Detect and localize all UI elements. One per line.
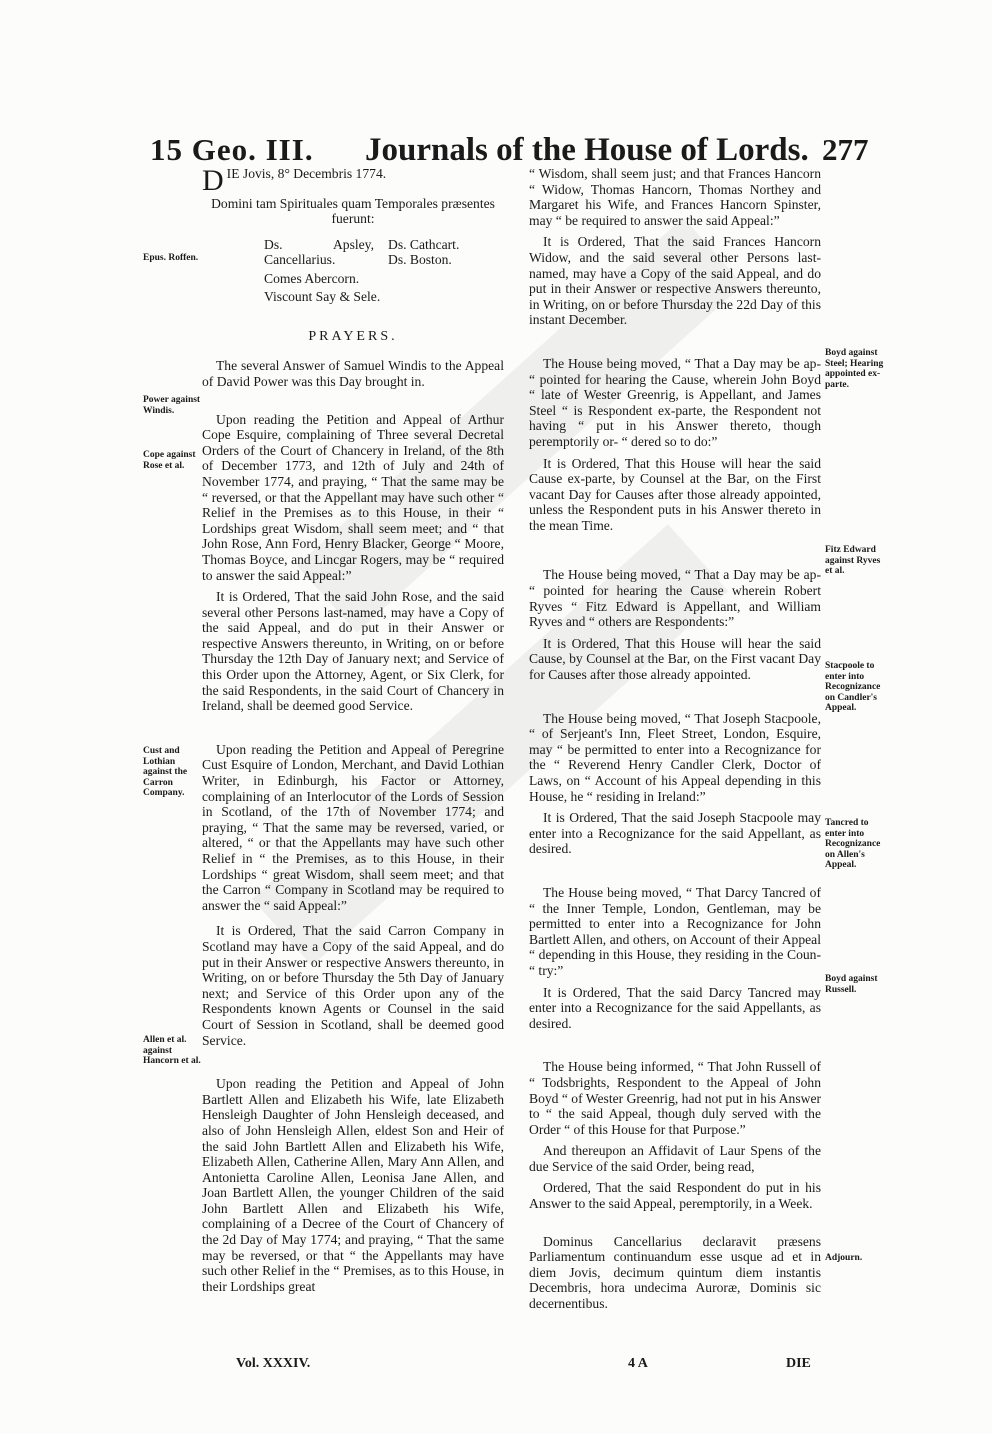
tancred-motion: The House being moved, “ That Darcy Tancred of “ the Inner Temple, London, Gentleman, may be permitted to enter into a Recognizance for John Bartlett Allen, and others, on Account of their Appeal “ depending in this House, they residing in the Coun- “ try:” xyxy=(529,884,821,978)
journal-title-header: Journals of the House of Lords. xyxy=(365,132,809,168)
margin-note-fitz: Fitz Edward against Ryves et al. xyxy=(825,545,881,576)
date-heading xyxy=(202,164,504,197)
lord-abercorn: Comes Abercorn. xyxy=(264,270,360,286)
prayers-heading: PRAYERS. xyxy=(308,328,398,344)
margin-note-allen: Allen et al. against Hancorn et al. xyxy=(143,1035,201,1066)
lord-apsley: Ds. Apsley, Cancellarius. xyxy=(264,236,374,268)
russell-order: Ordered, That the said Respondent do put in his Answer to the said Appeal, peremptorily, in a Week. xyxy=(529,1180,821,1212)
domini-line: Domini tam Spirituales quam Temporales præsentes fuerunt: xyxy=(211,195,495,227)
margin-note-power: Power against Windis. xyxy=(143,395,201,416)
adjournment: Dominus Cancellarius declaravit præsens Parliamentum continuandum esse usque ad et in diem Jovis, decimum quintum diem instantis Decembris, hora undecima Auroræ, Dominis sic decernentibus. xyxy=(529,1233,821,1312)
margin-note-cope: Cope against Rose et al. xyxy=(143,450,196,471)
fitz-edward-order: It is Ordered, That this House will hear the said Cause, by Counsel at the Bar, on the First vacant Day for Causes after those already appointed. xyxy=(529,635,821,683)
allen-continuation: “ Wisdom, shall seem just; and that Frances Hancorn “ Widow, Thomas Hancorn, Thomas Northey and Margaret his Wife, and Frances Hancorn Spinster, may “ be required to answer the said Appeal:” xyxy=(529,166,821,228)
cope-petition: Upon reading the Petition and Appeal of Arthur Cope Esquire, complaining of Three several Decretal Orders of the Court of Chancery in Ireland, of the 8th of December 1773, and 12th of July and 24th of November 1774, and praying, “ That the same may be “ reversed, or that the Appellant may have such other “ Relief in the Premises as to this House, in their “ Lordships great Wisdom, shall seem meet; and “ that John Rose, Ann Ford, Henry Blacker, George “ Moore, Thomas Boyce, and Lincgar Rogers, may be “ required to answer the said Appeal:” xyxy=(202,411,504,583)
regnal-year-header: 15 Geo. III. xyxy=(150,132,314,167)
drop-cap: D xyxy=(202,164,224,197)
margin-note-adjourn: Adjourn. xyxy=(825,1253,863,1263)
boyd-order: It is Ordered, That this House will hear the said Cause ex-parte, by Counsel at the Bar, on the First vacant Day for Causes after those already appointed, unless the Respondent puts in his Answer thereto in the mean Time. xyxy=(529,455,821,533)
hancorn-order: It is Ordered, That the said Frances Hancorn Widow, and the said several other Persons last-named, may have a Copy of the said Appeal, and do put in their Answer or respective Answers thereunto, in Writing, on or before Thursday the 22d Day of this instant December. xyxy=(529,234,821,328)
stacpoole-motion: The House being moved, “ That Joseph Stacpoole, “ of Serjeant's Inn, Fleet Street, London, Esquire, may “ be permitted to enter into a Recognizance for the “ Reverend Henry Candler Clerk, Doctor of Laws, on “ Account of his Appeal depending in this House, he “ residing in Ireland:” xyxy=(529,710,821,804)
lord-cathcart: Ds. Cathcart. xyxy=(388,236,460,252)
page-number: 277 xyxy=(822,132,869,167)
russell-information: The House being informed, “ That John Russell of “ Todsbrights, Respondent to the Appeal of John Boyd “ of Wester Greenrig, had not put in his Answer to “ the said Appeal, though duly served with the Order “ of this House for that Purpose.” xyxy=(529,1059,821,1137)
margin-note-epus: Epus. Roffen. xyxy=(143,253,199,263)
tancred-order: It is Ordered, That the said Darcy Tancred may enter into a Recognizance for the said Appellants, as desired. xyxy=(529,984,821,1031)
cope-order: It is Ordered, That the said John Rose, and the said several other Persons last-named, may have a Copy of the said Appeal, and do put in their Answer or respective Answers thereunto, in Writing, on or before Thursday the 12th Day of January next; and Service of this Order upon the Attorney, Agent, or Six Clerk, for the said Respondents, in the said Court of Chancery in Ireland, shall be deemed good Service. xyxy=(202,589,504,714)
signature-mark: 4 A xyxy=(628,1356,648,1371)
lords-present xyxy=(202,237,504,307)
margin-note-boyd: Boyd against Steel; Hearing appointed ex-parte. xyxy=(825,348,884,390)
lord-say-sele: Viscount Say & Sele. xyxy=(264,288,381,304)
margin-note-russell: Boyd against Russell. xyxy=(825,974,878,995)
cust-petition: Upon reading the Petition and Appeal of Peregrine Cust Esquire of London, Merchant, and David Lothian Writer, in Edinburgh, his Factor or Attorney, complaining of an Interlocutor of the Lords of Session in Scotland, of the 17th of November 1774; and praying, “ That the same may be reversed, varied, or altered, “ or that the Appellants may have such other Relief in “ the Premises, as to this House, in their Lordships “ great Wisdom, shall seem meet; and that the Carron “ Company in Scotland may be required to answer the “ said Appeal:” xyxy=(202,741,504,913)
margin-note-cust: Cust and Lothian against the Carron Company. xyxy=(143,746,188,798)
left-column xyxy=(202,166,504,1294)
cust-order: It is Ordered, That the said Carron Company in Scotland may have a Copy of the said Appeal, and do put in their Answer or respective Answers thereunto, in Writing, on or before Thursday the 5th Day of January next; and Service of this Order upon any of the Respondents known Agents or Counsel in the said Court of Session in Scotland, shall be deemed good Service. xyxy=(202,923,504,1048)
fitz-edward-motion: The House being moved, “ That a Day may be ap- “ pointed for hearing the Cause wherein Robert Ryves “ Fitz Edward is Appellant, and William Ryves and “ others are Respondents:” xyxy=(529,567,821,630)
margin-note-stacpoole: Stacpoole to enter into Recognizance on Candler's Appeal. xyxy=(825,661,881,713)
lord-boston: Ds. Boston. xyxy=(388,251,452,267)
right-column xyxy=(529,166,821,1312)
date-line: IE Jovis, 8° Decembris 1774. xyxy=(226,166,387,181)
volume-footer: Vol. XXXIV. xyxy=(236,1356,311,1371)
boyd-motion: The House being moved, “ That a Day may be ap- “ pointed for hearing the Cause, wherein John Boyd “ late of Wester Greenrig, is Appellant, and James Steel “ is Respondent ex-parte, the Respondent not having “ put in his Answer thereto, though peremptorily or- “ dered so to do:” xyxy=(529,355,821,449)
power-paragraph: The several Answer of Samuel Windis to the Appeal of David Power was this Day brought in. xyxy=(202,358,504,389)
allen-petition: Upon reading the Petition and Appeal of John Bartlett Allen and Elizabeth his Wife, late Elizabeth Hensleigh Daughter of John Hensleigh deceased, and also of John Hensleigh Allen, eldest Son and Heir of the said John Bartlett Allen and Elizabeth his Wife, Elizabeth Allen, Catherine Allen, Mary Ann Allen, and Antonietta Caroline Allen, Leonisa Jane Allen, and Joan Bartlett Allen, the younger Children of the said John Bartlett Allen and Elizabeth his Wife, complaining of a Decree of the Court of Chancery of the 2d Day of May 1774; and praying, “ That the same may be reversed, or that “ the Appellants may have such other Relief in the “ Premises, as to this House, in their Lordships great xyxy=(202,1076,504,1294)
margin-note-tancred: Tancred to enter into Recognizance on Allen's Appeal. xyxy=(825,818,881,870)
stacpoole-order: It is Ordered, That the said Joseph Stacpoole may enter into a Recognizance for the said Appellant, as desired. xyxy=(529,810,821,857)
catchword: DIE xyxy=(786,1356,811,1371)
russell-affidavit: And thereupon an Affidavit of Laur Spens of the due Service of the said Order, being read, xyxy=(529,1143,821,1174)
